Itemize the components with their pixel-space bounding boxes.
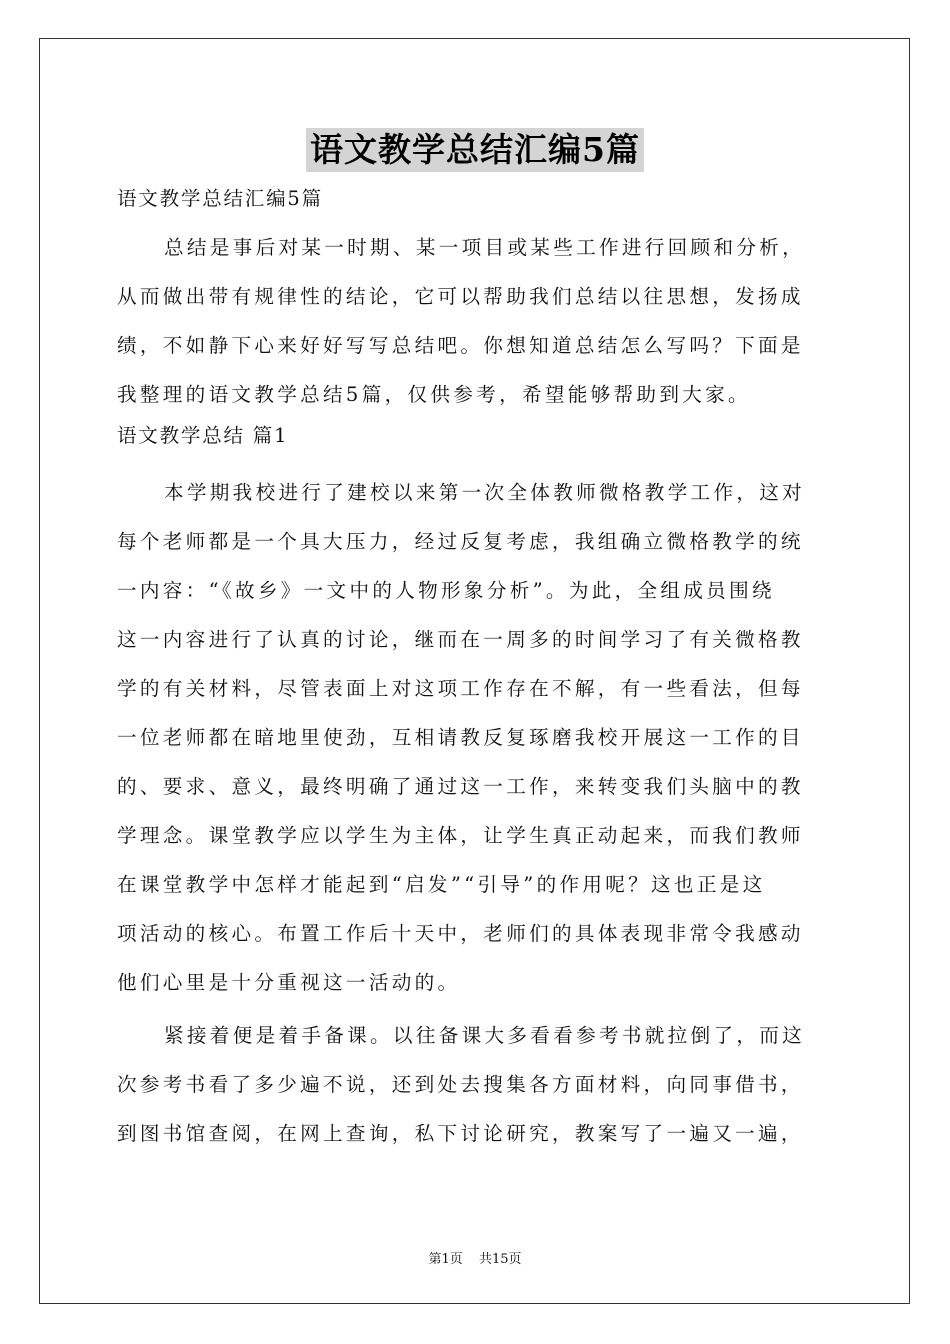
page-footer	[0, 1248, 950, 1267]
text-line: 绩，不如静下心来好好写写总结吧。你想知道总结怎么写吗？下面是	[117, 334, 804, 357]
text-line: 一位老师都在暗地里使劲，互相请教反复琢磨我校开展这一工作的目	[117, 726, 804, 749]
text-line: 他们心里是十分重视这一活动的。	[117, 971, 461, 994]
text-line: 次参考书看了多少遍不说，还到处去搜集各方面材料，向同事借书，	[117, 1073, 804, 1096]
section-heading: 语文教学总结 篇1	[117, 424, 289, 447]
document-title: 语文教学总结汇编5篇	[306, 128, 644, 172]
text-line: 这一内容进行了认真的讨论，继而在一周多的时间学习了有关微格教	[117, 628, 804, 651]
text-line: 从而做出带有规律性的结论，它可以帮助我们总结以往思想，发扬成	[117, 285, 804, 308]
page-total: 共15页	[478, 1252, 522, 1267]
text-line: 学的有关材料，尽管表面上对这项工作存在不解，有一些看法，但每	[117, 677, 804, 700]
text-line: 紧接着便是着手备课。以往备课大多看看参考书就拉倒了，而这	[164, 1024, 806, 1047]
text-line: 项活动的核心。布置工作后十天中，老师们的具体表现非常令我感动	[117, 922, 804, 945]
text-line: 的、要求、意义，最终明确了通过这一工作，来转变我们头脑中的教	[117, 775, 804, 798]
paragraph-2	[117, 1011, 833, 1158]
intro-paragraph	[117, 223, 833, 419]
text-line: 我整理的语文教学总结5篇，仅供参考，希望能够帮助到大家。	[117, 383, 751, 406]
text-line: 在课堂教学中怎样才能起到“启发”“引导”的作用呢？这也正是这	[117, 873, 766, 896]
text-line: 每个老师都是一个具大压力，经过反复考虑，我组确立微格教学的统	[117, 530, 804, 553]
title-container	[0, 128, 950, 172]
text-line: 本学期我校进行了建校以来第一次全体教师微格教学工作，这对	[164, 481, 806, 504]
text-line: 总结是事后对某一时期、某一项目或某些工作进行回顾和分析，	[164, 236, 806, 259]
text-line: 一内容：“《故乡》一文中的人物形象分析”。为此，全组成员围绕	[117, 579, 775, 602]
paragraph-1	[117, 468, 833, 1007]
subtitle: 语文教学总结汇编5篇	[117, 187, 323, 210]
text-line: 到图书馆查阅，在网上查询，私下讨论研究，教案写了一遍又一遍，	[117, 1122, 804, 1145]
page-number: 第1页	[428, 1252, 463, 1267]
text-line: 学理念。课堂教学应以学生为主体，让学生真正动起来，而我们教师	[117, 824, 804, 847]
document-body	[117, 186, 833, 1158]
